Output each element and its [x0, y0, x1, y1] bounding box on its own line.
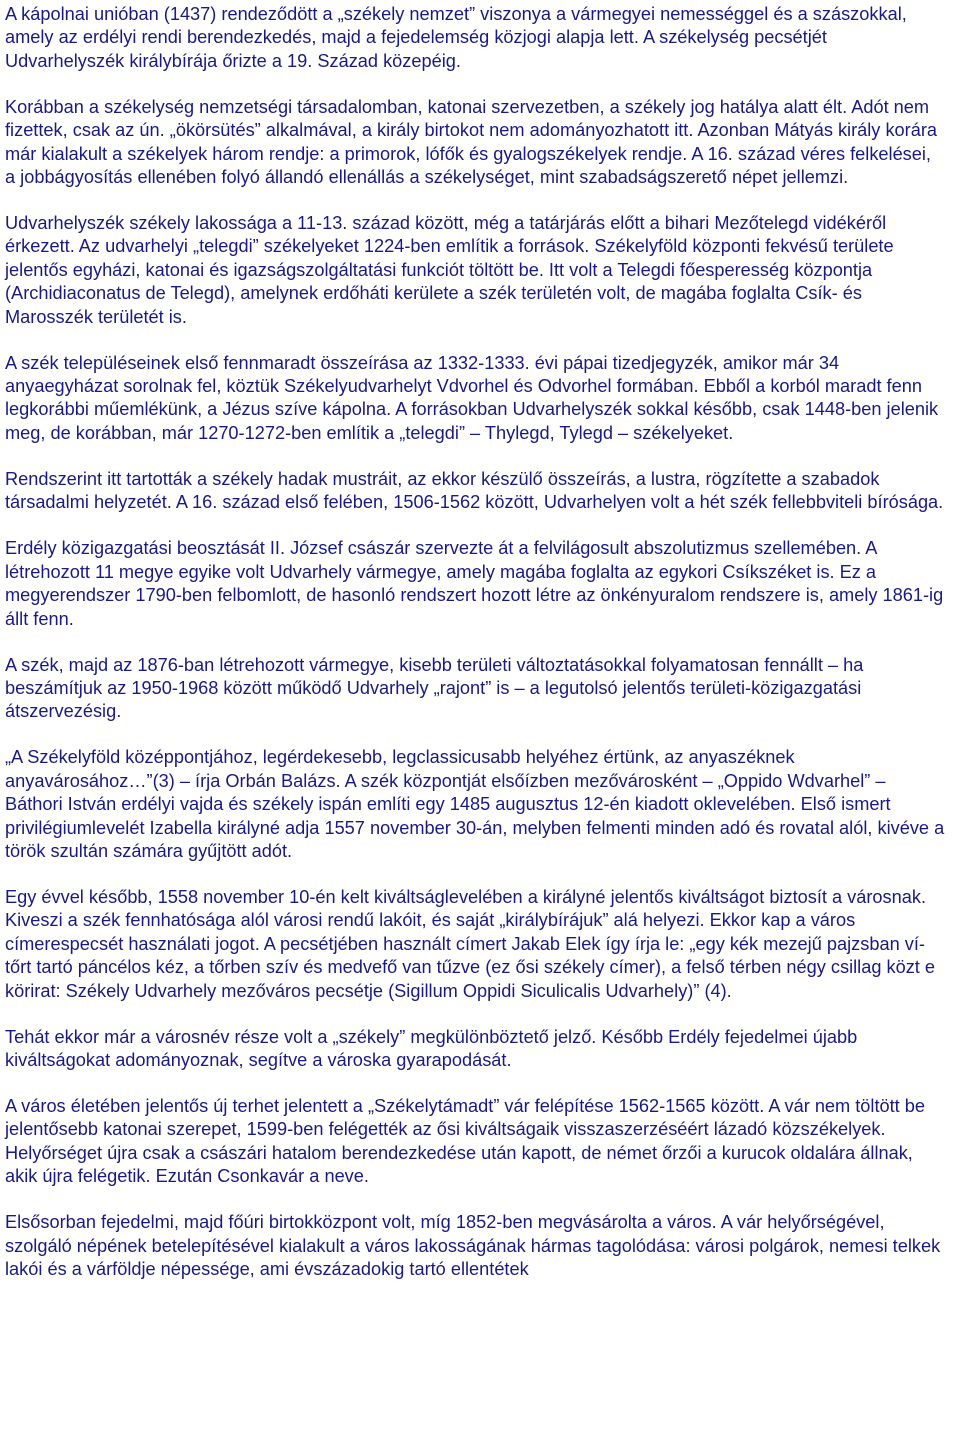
paragraph-9: Egy évvel később, 1558 november 10-én kelt kiváltságlevelében a királyné jelentős kiváltságot biztosít a városnak. Kiveszi a szék fennhatósága alól városi rendű lakóit, és saját „királybírájuk” alá helyezi. Ekkor kap a város címerespecsét használati jogot. A pecsétjében használt címert Jakab Elek így írja le: „egy kék mezejű pajzsban ví-tőrt tartó páncélos kéz, a tőrben szív és medvefő van tűzve (ez ősi székely címer), a felső térben négy csillag közt e körirat: Székely Udvarhely mezőváros pecsétje (Sigillum Oppidi Siculicalis Udvarhely)” (4).: [5, 886, 936, 1001]
paragraph-4: A szék településeinek első fennmaradt összeírása az 1332-1333. évi pápai tizedjegyzék, amikor már 34 anyaegyházat sorolnak fel, köztük Székelyudvarhelyt Vdvorhel és Odvorhel formában. Ebből a korból maradt fenn legkorábbi műemlékünk, a Jézus szíve kápolna. A forrásokban Udvarhelyszék sokkal később, csak 1448-ben jelenik meg, de korábban, már 1270-1272-ben említik a „telegdi” – Thylegd, Tylegd – székelyeket.: [5, 352, 939, 443]
paragraph-1: A kápolnai unióban (1437) rendeződött a „székely nemzet” viszonya a vármegyei nemességgel és a szászokkal, amely az erdélyi rendi berendezkedés, majd a fejedelemség közjogi alapja lett. A székelység pecsétjét Udvarhelyszék királybírája őrizte a 19. Század közepéig.: [5, 4, 907, 71]
paragraph-7: A szék, majd az 1876-ban létrehozott vármegye, kisebb területi változtatásokkal folyamatosan fennállt – ha beszámítjuk az 1950-1968 között működő Udvarhely „rajont” is – a legutolsó jelentős területi-közigazgatási átszervezésig.: [5, 654, 864, 722]
paragraph-10: Tehát ekkor már a városnév része volt a „székely” megkülönböztető jelző. Később Erdély fejedelmei újabb kiváltságokat adományoznak, segítve a városka gyarapodását.: [5, 1026, 858, 1070]
paragraph-2: Korábban a székelység nemzetségi társadalomban, katonai szervezetben, a székely jog hatálya alatt élt. Adót nem fizettek, csak az ún. „ökörsütés” alkalmával, a király birtokot nem adományozhatott itt. Azonban Mátyás király korára már kialakult a székelyek három rendje: a primorok, lófők és gyalogszékelyek rendje. A 16. század véres felkelései, a jobbágyosítás ellenében folyó állandó ellenállás a székelységet, mint szabadságszerető népet jellemzi.: [5, 96, 938, 188]
paragraph-11: A város életében jelentős új terhet jelentett a „Székelytámadt” vár felépítése 1562-1565 között. A vár nem töltött be jelentősebb katonai szerepet, 1599-ben felégették az ősi kiváltságaik visszaszerzéséért lázadó közszékelyek. Helyőrséget újra csak a császári hatalom berendezkedése után kapott, de német őrzői a kurucok oldalára állnak, akik újra felégetik. Ezután Csonkavár a neve.: [5, 1095, 926, 1187]
paragraph-12: Elsősorban fejedelmi, majd főúri birtokközpont volt, míg 1852-ben megvásárolta a város. A vár helyőrségével, szolgáló népének betelepítésével kialakult a város lakosságának hármas tagolódása: városi polgárok, nemesi telkek lakói és a várföldje népessége, ami évszázadokig tartó ellentétek: [5, 1212, 941, 1279]
paragraph-3: Udvarhelyszék székely lakossága a 11-13. század között, még a tatárjárás előtt a bihari Mezőtelegd vidékéről érkezett. Az udvarhelyi „telegdi” székelyeket 1224-ben említik a források. Székelyföld központi fekvésű területe jelentős egyházi, katonai és igazságszolgáltatási funkciót töltött be. Itt volt a Telegdi főesperesség központja (Archidiaconatus de Telegd), amelynek erdőháti kerülete a szék területén volt, de magába foglalta Csík- és Marosszék területét is.: [5, 213, 894, 327]
paragraph-5: Rendszerint itt tartották a székely hadak mustráit, az ekkor készülő összeírás, a lustra, rögzítette a szabadok társadalmi helyzetét. A 16. század első felében, 1506-1562 között, Udvarhelyen volt a hét szék fellebbviteli bírósága.: [5, 468, 944, 513]
paragraph-8: „A Székelyföld középpontjához, legérdekesebb, legclassicusabb helyéhez értünk, az anyaszéknek anyavárosához…”(3) – írja Orbán Balázs. A szék központját elsőízben mezővárosként – „Oppido Wdvarhel” – Báthori István erdélyi vajda és székely ispán említi egy 1485 augusztus 12-én kiadott oklevelében. Első ismert privilégiumlevelét Izabella királyné adja 1557 november 30-án, melyben felmenti minden adó és rovatal alól, kivéve a török szultán számára gyűjtött adót.: [5, 747, 945, 861]
paragraph-6: Erdély közigazgatási beosztását II. József császár szervezte át a felvilágosult abszolutizmus szellemében. A létrehozott 11 megye egyike volt Udvarhely vármegye, amely magába foglalta az egykori Csíkszéket is. Ez a megyerendszer 1790-ben felbomlott, de hasonló rendszert hozott létre az önkényuralom rendszere is, amely 1861-ig állt fenn.: [5, 538, 944, 629]
